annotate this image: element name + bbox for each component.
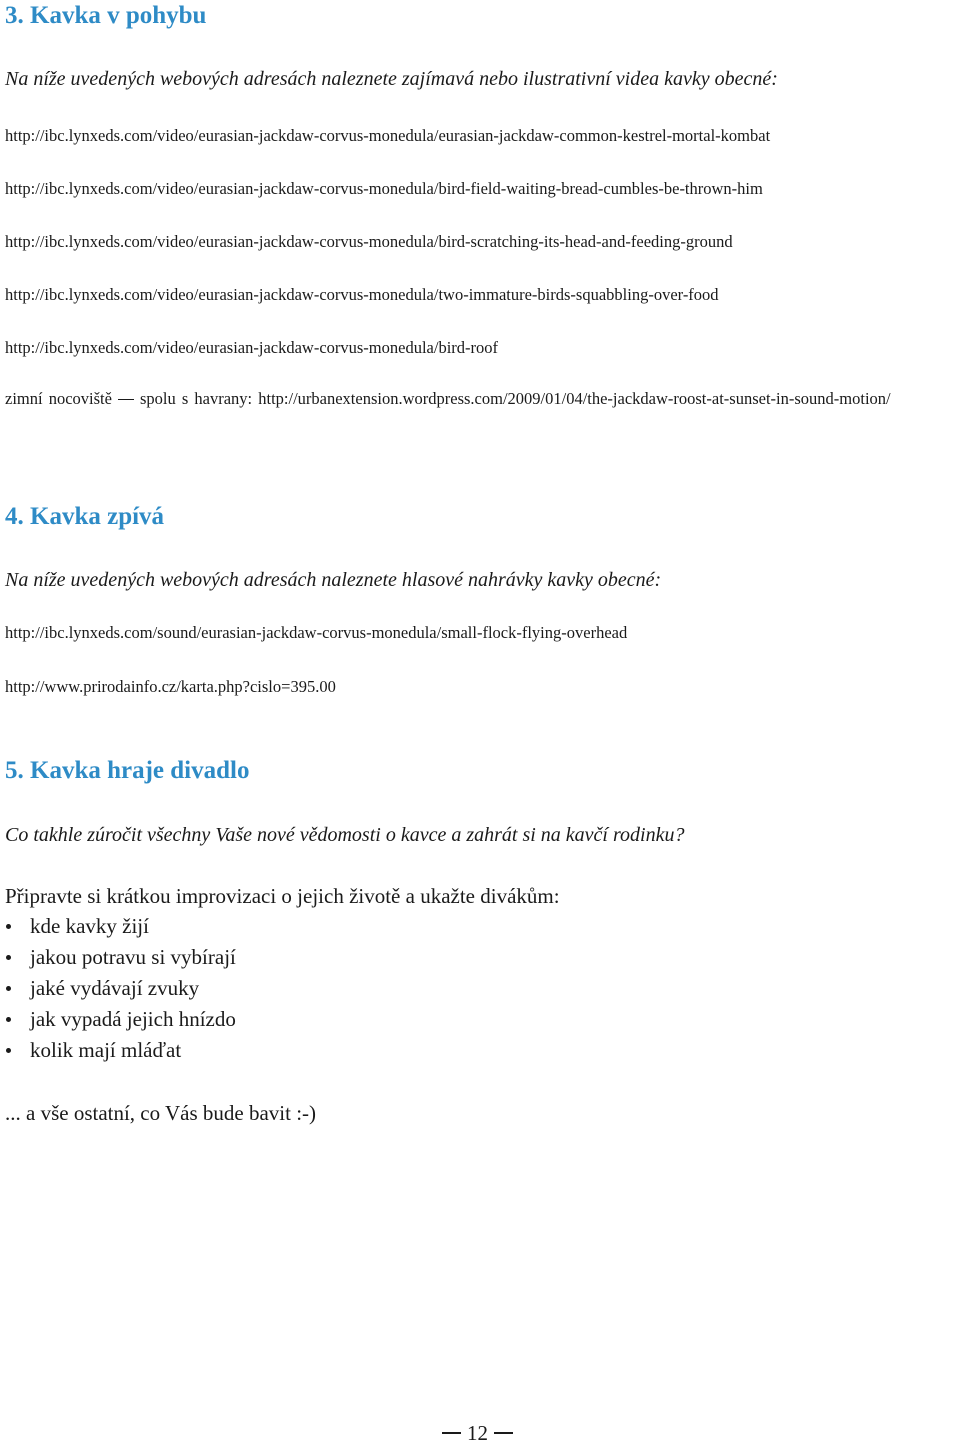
- page-number: 12: [467, 1420, 488, 1445]
- video-link-4[interactable]: http://ibc.lynxeds.com/video/eurasian-jackdaw-corvus-monedula/two-immature-birds-squabbling-over-food: [5, 285, 719, 304]
- section-3-heading: 3. Kavka v pohybu: [5, 2, 207, 29]
- list-item: jaké vydávají zvuky: [5, 973, 236, 1004]
- bullet-icon: [6, 986, 11, 991]
- bullet-icon: [6, 955, 11, 960]
- section-5-lead: Připravte si krátkou improvizaci o jejich životě a ukažte divákům:: [5, 884, 560, 908]
- page-footer: [442, 1421, 513, 1445]
- video-link-2[interactable]: http://ibc.lynxeds.com/video/eurasian-jackdaw-corvus-monedula/bird-field-waiting-bread-cumbles-be-thrown-him: [5, 179, 763, 198]
- list-item: jak vypadá jejich hnízdo: [5, 1004, 236, 1035]
- bullet-icon: [6, 924, 11, 929]
- section-4-intro: Na níže uvedených webových adresách naleznete hlasové nahrávky kavky obecné:: [5, 569, 662, 591]
- activity-list: [5, 911, 236, 1066]
- footer-dash-right: [494, 1432, 513, 1433]
- list-item: kde kavky žijí: [5, 911, 236, 942]
- bullet-icon: [6, 1017, 11, 1022]
- closing-line: ... a vše ostatní, co Vás bude bavit :-): [5, 1101, 317, 1125]
- video-link-1[interactable]: http://ibc.lynxeds.com/video/eurasian-jackdaw-corvus-monedula/eurasian-jackdaw-common-kestrel-mortal-kombat: [5, 126, 771, 145]
- dash-separator: [118, 399, 134, 400]
- list-item: jakou potravu si vybírají: [5, 942, 236, 973]
- section-3-intro: Na níže uvedených webových adresách naleznete zajímavá nebo ilustrativní videa kavky obecné:: [5, 68, 778, 90]
- roost-label: zimní nocoviště: [5, 389, 112, 408]
- list-item: kolik mají mláďat: [5, 1035, 236, 1066]
- section-4-heading: 4. Kavka zpívá: [5, 503, 165, 530]
- bullet-icon: [6, 1048, 11, 1053]
- sound-link-2[interactable]: http://www.prirodainfo.cz/karta.php?cislo=395.00: [5, 677, 336, 696]
- section-5-heading: 5. Kavka hraje divadlo: [5, 757, 250, 784]
- roost-link[interactable]: http://urbanextension.wordpress.com/2009/01/04/the-jackdaw-roost-at-sunset-in-sound-motion/: [258, 389, 891, 408]
- video-link-3[interactable]: http://ibc.lynxeds.com/video/eurasian-jackdaw-corvus-monedula/bird-scratching-its-head-and-feeding-ground: [5, 232, 733, 251]
- video-link-5[interactable]: http://ibc.lynxeds.com/video/eurasian-jackdaw-corvus-monedula/bird-roof: [5, 338, 499, 357]
- footer-dash-left: [442, 1432, 461, 1433]
- roost-text: spolu s havrany:: [139, 389, 253, 408]
- roost-paragraph: [5, 386, 957, 412]
- section-5-question: Co takhle zúročit všechny Vaše nové vědomosti o kavce a zahrát si na kavčí rodinku?: [5, 824, 685, 846]
- sound-link-1[interactable]: http://ibc.lynxeds.com/sound/eurasian-jackdaw-corvus-monedula/small-flock-flying-overhead: [5, 623, 628, 642]
